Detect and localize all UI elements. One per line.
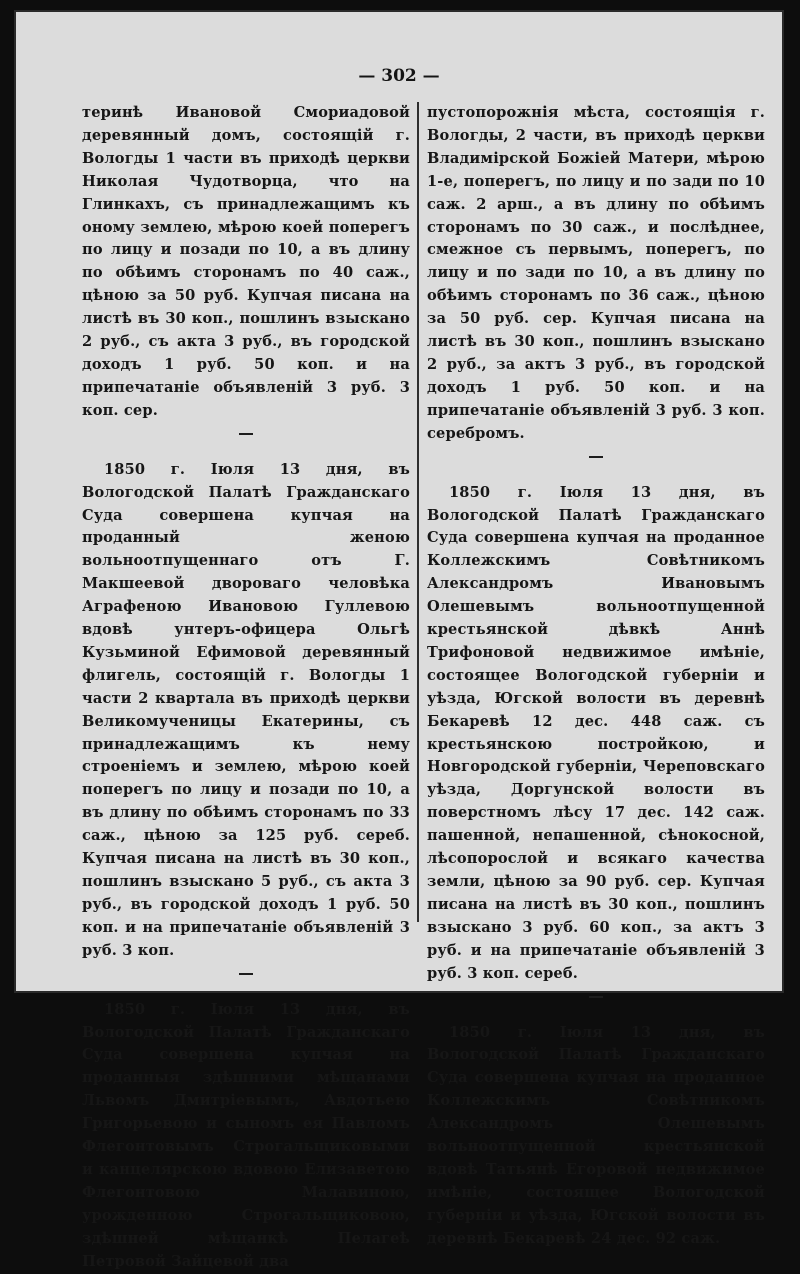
text-entry: 1850 г. Iюля 13 дня, въ Вологодской Палатѣ Гражданскаго Суда совершена купчая на проданныя здѣшними мѣщанами Львомъ Дмитрiевымъ, Авдотьею Григорьевою и сыномъ ея Павломъ Флегонтовымъ Строгальщиковыми и канцелярскою вдовою Елизаветою Флегонтовою Малавиною, урожденною Строгальщиковою, здѣшней мѣщанкѣ Пелагеѣ Петровой Зайцевой два: [82, 1000, 410, 1270]
page-number: — 302 —: [358, 66, 440, 86]
document-page: [14, 10, 784, 1270]
text-entry: теринѣ Ивановой Смориадовой деревянный домъ, состоящiй г. Вологды 1 части въ приходѣ церкви Николая Чудотворца, что на Глинкахъ, съ принадлежащимъ къ оному землею, мѣрою коей поперегъ по лицу и позади по 10, а въ длину по обѣимъ сторонамъ по 40 саж., цѣною за 50 руб. Купчая писана на листѣ въ 30 коп., пошлинъ взыскано 2 руб., съ акта 3 руб., въ городской доходъ 1 руб. 50 коп. и на припечатанiе объявленiй 3 руб. 3 коп. сер.: [82, 104, 410, 419]
entry-separator: [589, 996, 603, 998]
text-entry: 1850 г. Iюля 13 дня, въ Вологодской Палатѣ Гражданскаго Суда совершена купчая на проданный женою вольноотпущеннаго отъ Г. Макшеевой двороваго человѣка Аграфеною Ивановою Гуллевою вдовѣ унтеръ-офицера Ольгѣ Кузьминой Ефимовой деревянный флигель, состоящiй г. Вологды 1 части 2 квартала въ приходѣ церкви Великомученицы Екатерины, съ принадлежащимъ къ нему строенiемъ и землею, мѣрою коей поперегъ по лицу и позади по 10, а въ длину по обѣимъ сторонамъ по 33 саж., цѣною за 125 руб. сереб. Купчая писана на листѣ въ 30 коп., пошлинъ взыскано 5 руб., съ акта 3 руб., въ городской доходъ 1 руб. 50 коп. и на припечатанiе объявленiй 3 руб. 3 коп.: [82, 460, 410, 959]
entry-separator: [239, 433, 253, 435]
column-divider: [417, 102, 419, 922]
text-entry: 1850 г. Iюля 13 дня, въ Вологодской Палатѣ Гражданскаго Суда совершена купчая на проданное Коллежскимъ Совѣтникомъ Александромъ Олешевымъ вольноотпущенной крестьянской вдовѣ Татьянѣ Егоровой недвижимое имѣнiе, состоящее Вологодской губернiи и уѣзда, Югской волости въ деревнѣ Бекаревѣ 24 дес. 92 саж.: [427, 1023, 765, 1247]
entry-separator: [589, 456, 603, 458]
text-entry: пустопорожнiя мѣста, состоящiя г. Вологды, 2 части, въ приходѣ церкви Владимiрской Божiей Матери, мѣрою 1-е, поперегъ, по лицу и по зади по 10 саж. 2 арш., а въ длину по обѣимъ сторонамъ по 30 саж., и послѣднее, смежное съ первымъ, поперегъ, по лицу и по зади по 10, а въ длину по обѣимъ сторонамъ по 36 саж., цѣною за 50 руб. сер. Купчая писана на листѣ въ 30 коп., пошлинъ взыскано 2 руб., за актъ 3 руб., въ городской доходъ 1 руб. 50 коп. и на припечатанiе объявленiй 3 руб. 3 коп. серебромъ.: [427, 104, 765, 442]
text-entry: 1850 г. Iюля 13 дня, въ Вологодской Палатѣ Гражданскаго Суда совершена купчая на проданное Коллежскимъ Совѣтникомъ Александромъ Ивановымъ Олешевымъ вольноотпущенной крестьянской дѣвкѣ Аннѣ Трифоновой недвижимое имѣнiе, состоящее Вологодской губернiи и уѣзда, Югской волости въ деревнѣ Бекаревѣ 12 дес. 448 саж. съ крестьянскою постройкою, и Новгородской губернiи, Череповскаго уѣзда, Доргунской волости въ поверстномъ лѣсу 17 дес. 142 саж. пашенной, непашенной, сѣнокосной, лѣсопорослой и всякаго качества земли, цѣною за 90 руб. сер. Купчая писана на листѣ въ 30 коп., пошлинъ взыскано 3 руб. 60 коп., за актъ 3 руб. и на припечатанiе объявленiй 3 руб. 3 коп. сереб.: [427, 483, 765, 982]
right-column: [427, 102, 765, 1251]
entry-separator: [239, 973, 253, 975]
left-column: [82, 102, 410, 1274]
